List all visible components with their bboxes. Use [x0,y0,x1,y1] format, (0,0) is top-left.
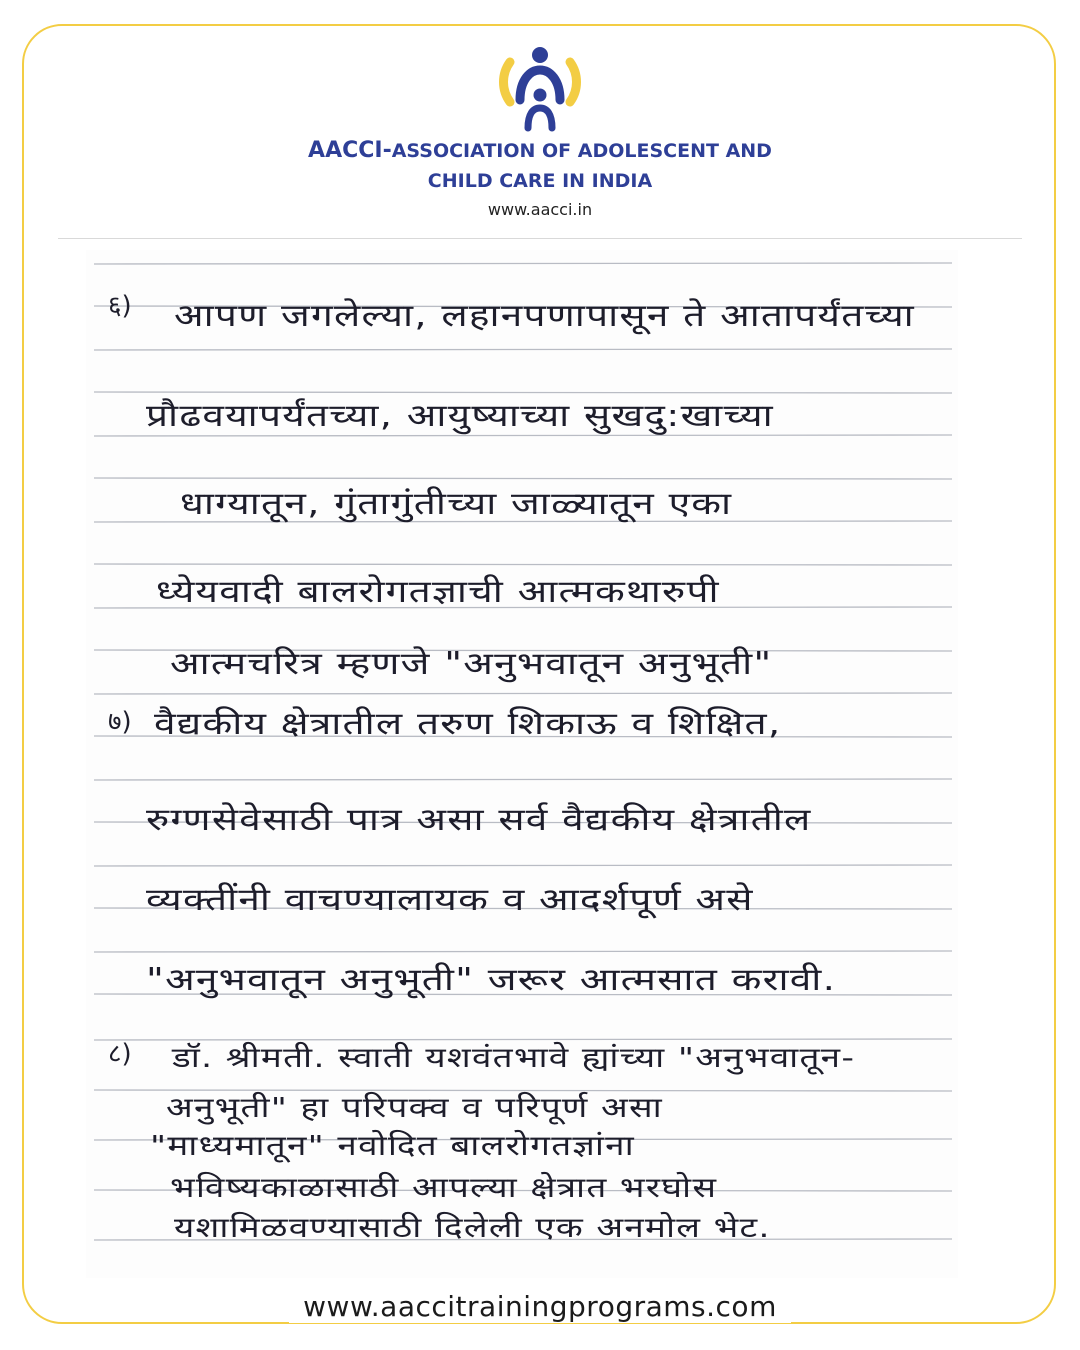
org-abbreviation: AACCI- [308,138,392,163]
handwritten-line: भविष्यकाळासाठी आपल्या क्षेत्रात भरघोस [170,1171,718,1204]
org-website: www.aacci.in [487,200,593,219]
ruled-line [94,349,952,350]
org-name-rest: ASSOCIATION OF ADOLESCENT AND [391,140,772,162]
handwritten-line: प्रौढवयापर्यंतच्या, आयुष्याच्या सुखदु:खाच्या [146,398,774,434]
handwritten-line: "अनुभवातून अनुभूती" जरूर आत्मसात करावी. [146,962,837,998]
ruled-line [94,951,952,952]
ruled-line [94,392,952,393]
aacci-parent-child-logo-icon [496,40,584,132]
item-number: ७) [108,707,132,737]
ruled-line [94,564,952,565]
handwritten-line: अनुभूती" हा परिपक्व व परिपूर्ण असा [166,1091,663,1124]
handwritten-line: ध्येयवादी बालरोगतज्ञाची आत्मकथारुपी [156,574,720,610]
footer-website: www.aaccitrainingprograms.com [289,1290,791,1323]
handwritten-line: वैद्यकीय क्षेत्रातील तरुण शिकाऊ व शिक्षित, [154,706,782,742]
ruled-line [94,865,952,866]
item-number: ८) [108,1039,132,1069]
handwritten-line: व्यक्तींनी वाचण्यालायक व आदर्शपूर्ण असे [146,882,754,918]
item-number: ६) [108,291,132,321]
handwritten-line: आत्मचरित्र म्हणजे "अनुभवातून अनुभूती" [170,646,773,682]
header-divider [58,238,1022,239]
handwritten-note [86,250,958,1278]
handwritten-line: डॉ. श्रीमती. स्वाती यशवंतभावे ह्यांच्या "अनुभवातून- [172,1041,856,1074]
ruled-line [94,478,952,479]
handwritten-line: आपण जगलेल्या, लहानपणापासून ते आतापर्यंतच्या [174,298,915,334]
ruled-line [94,693,952,694]
ruled-line [94,263,952,264]
handwritten-line: रुग्णसेवेसाठी पात्र असा सर्व वैद्यकीय क्षेत्रातील [146,802,812,838]
header [0,0,1080,240]
footer [0,1290,1080,1323]
handwritten-line: "माध्यमातून" नवोदित बालरोगतज्ञांना [150,1129,635,1162]
handwritten-line: धाग्यातून, गुंतागुंतीच्या जाळ्यातून एका [180,486,733,522]
handwritten-line: यशामिळवण्यासाठी दिलेली एक अनमोल भेट. [174,1211,771,1244]
org-name-line-1 [0,136,1080,166]
org-name-line-2: CHILD CARE IN INDIA [427,170,653,192]
ruled-line [94,779,952,780]
